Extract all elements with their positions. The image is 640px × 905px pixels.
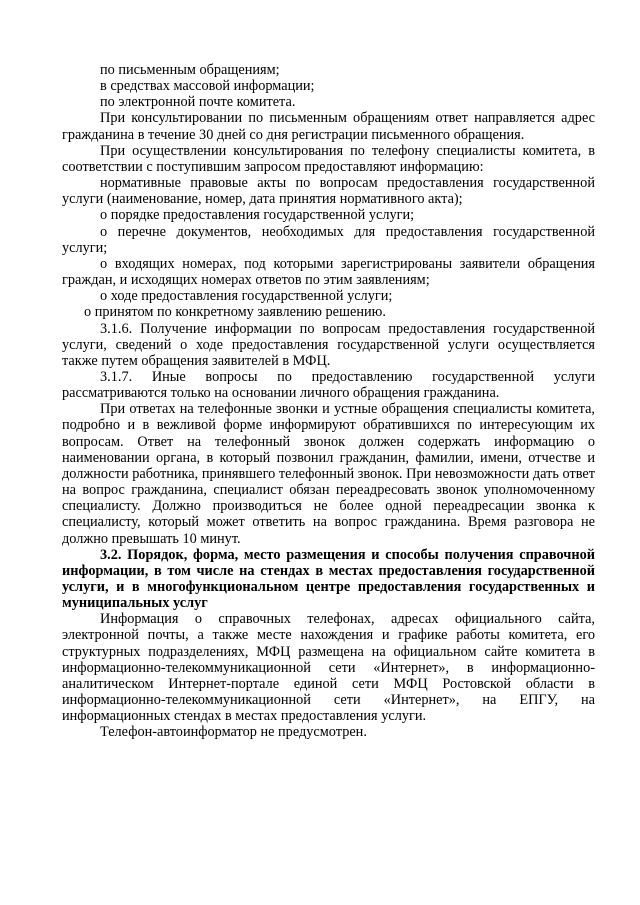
list-item: в средствах массовой информации;: [100, 78, 315, 95]
paragraph-3-1-6: 3.1.6. Получение информации по вопросам предоставления государственной услуги, сведений о ходе предоставления государственной услуги осуществляется также путем обращения заявителей в МФЦ.: [62, 320, 595, 369]
paragraph-autoinformer: Телефон-автоинформатор не предусмотрен.: [100, 724, 367, 741]
list-item: нормативные правовые акты по вопросам предоставления государственной услуги (наименование, номер, дата принятия нормативного акта);: [62, 175, 595, 208]
document-page: [62, 62, 595, 741]
list-item: о порядке предоставления государственной услуги;: [100, 207, 415, 224]
list-item: по электронной почте комитета.: [100, 94, 296, 111]
list-item: о перечне документов, необходимых для предоставления государственной услуги;: [62, 223, 595, 256]
paragraph-written-requests: При консультировании по письменным обращениям ответ направляется адрес гражданина в течение 30 дней со дня регистрации письменного обращения.: [62, 110, 595, 143]
paragraph-phone-consulting: При осуществлении консультирования по телефону специалисты комитета, в соответствии с поступившим запросом предоставляют информацию:: [62, 142, 595, 175]
list-item: по письменным обращениям;: [100, 62, 280, 78]
paragraph-reference-info: Информация о справочных телефонах, адресах официального сайта, электронной почты, а также месте нахождения и графике работы комитета, его структурных подразделениях, МФЦ размещена на официальном сайте комитета в информационно-телекоммуникационной сети «Интернет», в информационно-аналитическом Интернет-портале единой сети МФЦ Ростовской области в информационно-телекоммуникационной сети «Интернет», на ЕПГУ, на информационных стендах в местах предоставления услуги.: [62, 611, 595, 725]
paragraph-phone-calls: При ответах на телефонные звонки и устные обращения специалисты комитета, подробно и в вежливой форме информируют обратившихся по интересующим их вопросам. Ответ на телефонный звонок должен содержать информацию о наименовании органа, в который позвонил гражданин, фамилии, имени, отчестве и должности работника, принявшего телефонный звонок. При невозможности дать ответ на вопрос гражданина, специалист обязан переадресовать звонок уполномоченному специалисту. Должно производиться не более одной переадресации звонка к специалисту, который может ответить на вопрос гражданина. Время разговора не должно превышать 10 минут.: [62, 401, 595, 547]
paragraph-3-1-7: 3.1.7. Иные вопросы по предоставлению государственной услуги рассматриваются только на основании личного обращения гражданина.: [62, 368, 595, 402]
list-item: о принятом по конкретному заявлению решению.: [84, 304, 386, 321]
list-item: о ходе предоставления государственной услуги;: [100, 288, 393, 305]
section-heading-3-2: 3.2. Порядок, форма, место размещения и способы получения справочной информации, в том числе на стендах в местах предоставления государственной услуги, и в многофункциональном центре предоставления государственных и муниципальных услуг: [62, 546, 595, 612]
list-item: о входящих номерах, под которыми зарегистрированы заявители обращения граждан, и исходящих номерах ответов по этим заявлениям;: [62, 255, 595, 289]
